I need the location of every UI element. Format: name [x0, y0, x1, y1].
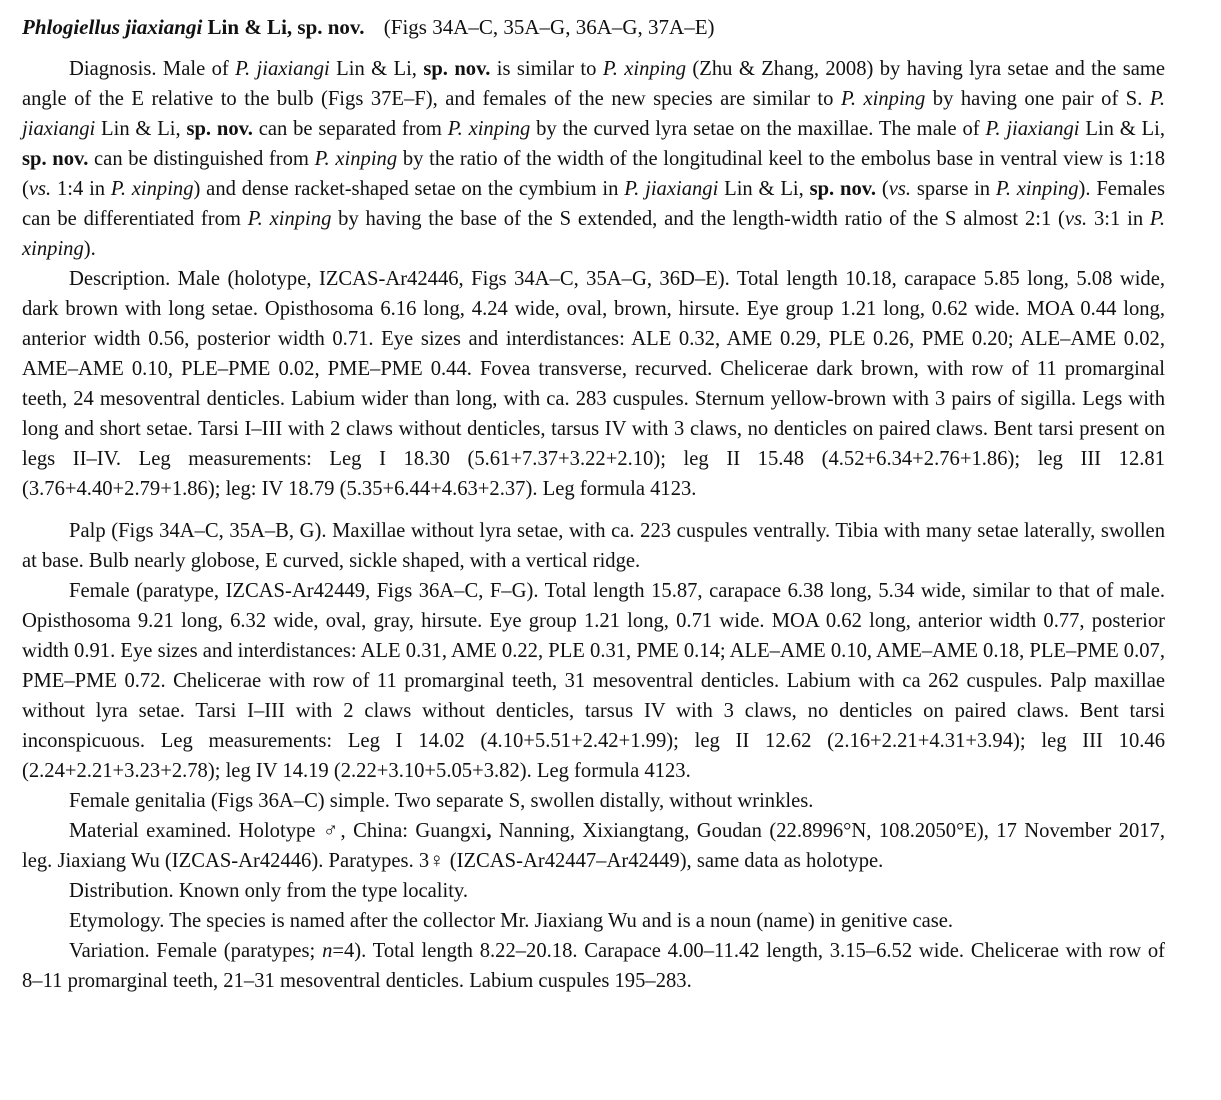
- text-run: 1:4 in: [51, 178, 111, 200]
- text-run: Distribution. Known only from the type locality.: [69, 880, 469, 902]
- species-authors: Lin & Li, sp. nov.: [207, 15, 365, 39]
- text-run: Lin & Li,: [95, 118, 187, 140]
- text-run: P. xinping: [110, 178, 194, 200]
- paragraph-etymology: [22, 906, 1165, 936]
- text-run: Lin & Li,: [718, 178, 810, 200]
- text-run: Diagnosis. Male of: [69, 58, 236, 80]
- text-run: Female genitalia (Figs 36A–C) simple. Two separate S, swollen distally, without wrinkles.: [69, 790, 814, 812]
- text-run: P. xinping: [602, 58, 687, 80]
- text-run: sp. nov.: [423, 58, 491, 80]
- paragraph-diagnosis: [22, 54, 1165, 264]
- text-run: Lin & Li,: [1079, 118, 1165, 140]
- text-run: by having one pair of S.: [925, 88, 1150, 110]
- paragraph-material: [22, 816, 1165, 876]
- paragraph-description: [22, 264, 1165, 504]
- text-run: P. jiaxiangi: [985, 118, 1080, 140]
- paragraph-genitalia: [22, 786, 1165, 816]
- text-run: P. xinping: [995, 178, 1079, 200]
- text-run: 3:1 in: [1087, 208, 1150, 230]
- text-run: Variation. Female (paratypes;: [69, 940, 323, 962]
- text-run: is similar to: [490, 58, 603, 80]
- paragraph-variation: [22, 936, 1165, 996]
- text-run: P. jiaxiangi: [22, 88, 1165, 140]
- paragraph-female: [22, 576, 1165, 786]
- text-run: P. xinping: [247, 208, 332, 230]
- text-run: Female (paratype, IZCAS-Ar42449, Figs 36A–C, F–G). Total length 15.87, carapace 6.38 long, 5.34 wide, similar to that of male. Opisthosoma 9.21 long, 6.32 wide, oval, gray, hirsute. Eye group 1.21 long, 0.71 wide. MOA 0.62 long, anterior width 0.77, posterior width 0.91. Eye sizes and interdistances: ALE 0.31, AME 0.22, PLE 0.31, PME 0.14; ALE–AME 0.10, AME–AME 0.18, PLE–PME 0.07, PME–PME 0.72. Chelicerae with row of 11 promarginal teeth, 31 mesoventral denticles. Labium with ca 262 cuspules. Palp maxillae without lyra setae. Tarsi I–III with 2 claws without denticles, tarsus IV with 3 claws, no denticles on paired claws. Bent tarsi inconspicuous. Leg measurements: Leg I 14.02 (4.10+5.51+2.42+1.99); leg II 12.62 (2.16+2.21+4.31+3.94); leg III 10.46 (2.24+2.21+3.23+2.78); leg IV 14.19 (2.22+3.10+5.05+3.82). Leg formula 4123.: [22, 580, 1165, 782]
- body-text: [22, 54, 1165, 996]
- text-run: Palp (Figs 34A–C, 35A–B, G). Maxillae without lyra setae, with ca. 223 cuspules ventrally. Tibia with many setae laterally, swollen at base. Bulb nearly globose, E curved, sickle shaped, with a vertical ridge.: [22, 520, 1165, 572]
- text-run: (Zhu & Zhang, 2008) by having lyra setae and the same angle of the E relative to the bulb (Figs 37E–F), and females of the new species are similar to: [22, 58, 1166, 110]
- text-run: =4). Total length 8.22–20.18. Carapace 4.00–11.42 length, 3.15–6.52 wide. Chelicerae with row of 8–11 promarginal teeth, 21–31 mesoventral denticles. Labium cuspules 195–283.: [22, 940, 1165, 992]
- figure-references: (Figs 34A–C, 35A–G, 36A–G, 37A–E): [383, 15, 715, 39]
- text-run: vs.: [28, 178, 52, 200]
- text-run: (: [876, 178, 889, 200]
- text-run: n: [322, 940, 333, 962]
- text-run: Material examined. Holotype ♂, China: Guangxi: [69, 820, 487, 842]
- text-run: by the ratio of the width of the longitudinal keel to the embolus base in ventral view is 1:18 (: [22, 148, 1165, 200]
- paragraph-palp: [22, 516, 1165, 576]
- text-run: Etymology. The species is named after the collector Mr. Jiaxiang Wu and is a noun (name) in genitive case.: [69, 910, 954, 932]
- text-run: by having the base of the S extended, and the length-width ratio of the S almost 2:1 (: [331, 208, 1065, 230]
- species-heading: [22, 12, 1165, 42]
- text-run: ) and dense racket-shaped setae on the cymbium in: [193, 178, 625, 200]
- page: [22, 12, 1165, 996]
- text-run: ).: [83, 238, 96, 260]
- text-run: ). Females can be differentiated from: [22, 178, 1165, 230]
- text-run: sp. nov.: [22, 148, 89, 170]
- text-run: vs.: [1064, 208, 1088, 230]
- text-run: P. xinping: [22, 208, 1165, 260]
- text-run: P. xinping: [314, 148, 398, 170]
- text-run: sp. nov.: [186, 118, 253, 140]
- species-name: Phlogiellus jiaxiangi: [22, 15, 203, 39]
- text-run: P. xinping: [447, 118, 531, 140]
- text-run: can be distinguished from: [88, 148, 315, 170]
- text-run: P. jiaxiangi: [235, 58, 330, 80]
- text-run: sparse in: [911, 178, 996, 200]
- text-run: ,: [486, 820, 492, 842]
- text-run: Nanning, Xixiangtang, Goudan (22.8996°N, 108.2050°E), 17 November 2017, leg. Jiaxiang Wu (IZCAS-Ar42446). Paratypes. 3♀ (IZCAS-Ar42447–Ar42449), same data as holotype.: [22, 820, 1165, 872]
- text-run: Description. Male (holotype, IZCAS-Ar42446, Figs 34A–C, 35A–G, 36D–E). Total length 10.18, carapace 5.85 long, 5.08 wide, dark brown with long setae. Opisthosoma 6.16 long, 4.24 wide, oval, brown, hirsute. Eye group 1.21 long, 0.62 wide. MOA 0.44 long, anterior width 0.56, posterior width 0.71. Eye sizes and interdistances: ALE 0.32, AME 0.29, PLE 0.26, PME 0.20; ALE–AME 0.02, AME–AME 0.10, PLE–PME 0.02, PME–PME 0.44. Fovea transverse, recurved. Chelicerae dark brown, with row of 11 promarginal teeth, 24 mesoventral denticles. Labium wider than long, with ca. 283 cuspules. Sternum yellow-brown with 3 pairs of sigilla. Legs with long and short setae. Tarsi I–III with 2 claws without denticles, tarsus IV with 3 claws, no denticles on paired claws. Bent tarsi present on legs II–IV. Leg measurements: Leg I 18.30 (5.61+7.37+3.22+2.10); leg II 15.48 (4.52+6.34+2.76+1.86); leg III 12.81 (3.76+4.40+2.79+1.86); leg: IV 18.79 (5.35+6.44+4.63+2.37). Leg formula 4123.: [22, 268, 1165, 500]
- text-run: vs.: [888, 178, 912, 200]
- text-run: sp. nov.: [809, 178, 877, 200]
- text-run: Lin & Li,: [329, 58, 424, 80]
- text-run: P. xinping: [840, 88, 926, 110]
- text-run: P. jiaxiangi: [624, 178, 719, 200]
- paragraph-distribution: [22, 876, 1165, 906]
- text-run: can be separated from: [252, 118, 448, 140]
- text-run: by the curved lyra setae on the maxillae. The male of: [530, 118, 986, 140]
